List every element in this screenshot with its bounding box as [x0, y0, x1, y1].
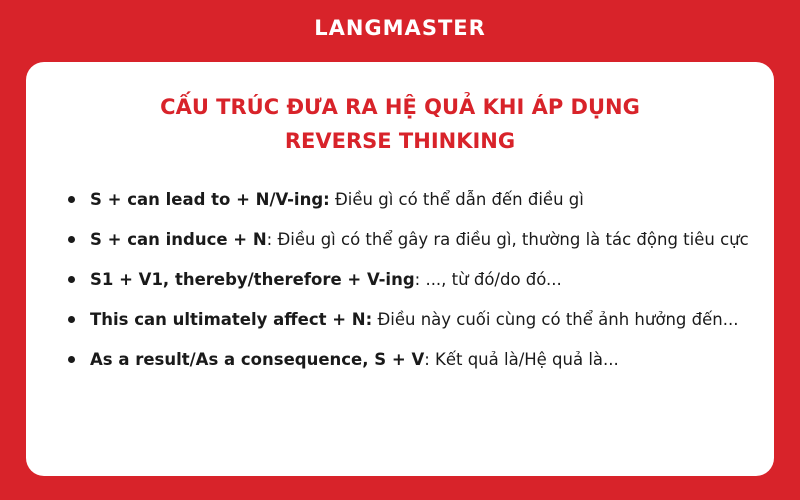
structure-meaning: Điều gì có thể dẫn đến điều gì: [329, 190, 584, 209]
structure-meaning: : ..., từ đó/do đó...: [414, 270, 562, 289]
structure-list: [68, 180, 750, 380]
list-item: [68, 340, 750, 380]
structure-formula: As a result/As a consequence, S + V: [90, 350, 425, 369]
structure-formula: S + can induce + N: [90, 230, 267, 249]
structure-meaning: Điều này cuối cùng có thể ảnh hưởng đến...: [372, 310, 739, 329]
structure-meaning: : Kết quả là/Hệ quả là...: [424, 350, 619, 369]
page-title: [26, 90, 774, 158]
structure-formula: S + can lead to + N/V-ing:: [90, 190, 330, 209]
list-item: [68, 180, 750, 220]
title-line-1: CẤU TRÚC ĐƯA RA HỆ QUẢ KHI ÁP DỤNG: [160, 95, 640, 119]
list-item: [68, 220, 750, 260]
structure-formula: S1 + V1, thereby/therefore + V-ing: [90, 270, 415, 289]
structure-formula: This can ultimately affect + N:: [90, 310, 373, 329]
content-card: [26, 62, 774, 476]
list-item: [68, 300, 750, 340]
list-item: [68, 260, 750, 300]
brand-logo: LANGMASTER: [314, 16, 486, 40]
title-line-2: REVERSE THINKING: [284, 129, 516, 153]
structure-meaning: : Điều gì có thể gây ra điều gì, thường là tác động tiêu cực: [266, 230, 749, 249]
